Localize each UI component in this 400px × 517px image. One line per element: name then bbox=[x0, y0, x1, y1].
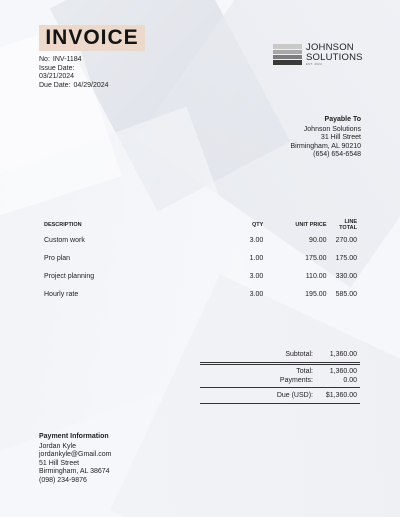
payable-street: 31 Hill Street bbox=[320, 134, 361, 141]
item-qty: 3.00 bbox=[249, 236, 264, 244]
item-qty: 3.00 bbox=[249, 272, 264, 280]
payable-heading: Payable To bbox=[324, 116, 361, 123]
item-description: Hourly rate bbox=[44, 290, 79, 298]
invoice-number: INV-1184 bbox=[52, 56, 82, 63]
due-date: 04/29/2024 bbox=[73, 81, 109, 89]
subtotal-row bbox=[200, 350, 360, 359]
item-qty: 1.00 bbox=[249, 254, 264, 262]
payable-to-block bbox=[290, 116, 361, 160]
subtotal-label: Subtotal: bbox=[285, 351, 313, 358]
logo-bar bbox=[273, 44, 302, 48]
invoice-meta bbox=[39, 56, 109, 90]
logo-tagline: EST. 2024 bbox=[306, 63, 323, 66]
totals-divider bbox=[200, 364, 360, 365]
invoice-number-label: No: bbox=[39, 56, 50, 63]
payable-city: Birmingham, AL 90210 bbox=[290, 142, 361, 150]
column-header-unit-price: UNIT PRICE bbox=[295, 221, 327, 228]
item-unit-price: 110.00 bbox=[305, 272, 327, 280]
logo-line-1: JOHNSON bbox=[306, 42, 354, 53]
item-line-total: 330.00 bbox=[335, 272, 357, 280]
total-value: 1,360.00 bbox=[329, 368, 357, 375]
item-description: Project planning bbox=[44, 272, 95, 280]
table-row bbox=[39, 285, 361, 303]
logo-bar bbox=[273, 55, 302, 59]
item-unit-price: 175.00 bbox=[305, 254, 327, 262]
item-description: Custom work bbox=[44, 236, 85, 244]
payment-info-heading: Payment Information bbox=[39, 433, 109, 440]
payable-phone: (654) 654-6548 bbox=[313, 151, 361, 158]
line-items-table bbox=[39, 218, 361, 303]
logo-bar bbox=[273, 60, 302, 64]
payable-name: Johnson Solutions bbox=[303, 125, 361, 133]
column-header-line-total: LINE TOTAL bbox=[339, 218, 357, 231]
logo-bars-icon bbox=[273, 44, 302, 64]
item-line-total: 270.00 bbox=[335, 236, 357, 244]
title-banner bbox=[39, 25, 145, 51]
due-row bbox=[200, 391, 360, 400]
item-line-total: 585.00 bbox=[335, 290, 357, 298]
totals-divider bbox=[200, 362, 360, 363]
column-header-qty: QTY bbox=[251, 221, 264, 228]
item-qty: 3.00 bbox=[249, 290, 264, 298]
due-value: $1,360.00 bbox=[325, 392, 357, 399]
column-header-description: DESCRIPTION bbox=[44, 221, 82, 228]
subtotal-value: 1,360.00 bbox=[329, 351, 357, 358]
payments-label: Payments: bbox=[279, 377, 313, 384]
payment-information-block bbox=[39, 433, 111, 485]
issue-date: 03/21/2024 bbox=[39, 73, 75, 80]
logo-line-2: SOLUTIONS bbox=[306, 51, 363, 63]
logo-bar bbox=[273, 50, 302, 54]
issue-date-label: Issue Date: bbox=[39, 64, 75, 72]
totals-divider bbox=[200, 403, 360, 404]
due-date-label: Due Date: bbox=[39, 81, 71, 89]
table-row bbox=[39, 249, 361, 267]
payment-info-name: Jordan Kyle bbox=[39, 442, 76, 450]
totals-block bbox=[200, 350, 360, 404]
payment-info-street: 51 Hill Street bbox=[39, 459, 80, 467]
item-unit-price: 195.00 bbox=[305, 290, 327, 298]
payments-value: 0.00 bbox=[343, 377, 357, 384]
payments-row bbox=[200, 376, 360, 385]
total-label: Total: bbox=[296, 368, 313, 375]
table-row bbox=[39, 267, 361, 285]
company-logo bbox=[273, 43, 363, 66]
payment-info-phone: (098) 234-9876 bbox=[39, 476, 87, 484]
totals-divider bbox=[200, 387, 360, 388]
item-line-total: 175.00 bbox=[335, 254, 357, 262]
table-header-row bbox=[39, 218, 361, 231]
total-row bbox=[200, 367, 360, 376]
payment-info-email: jordankyle@Gmail.com bbox=[39, 451, 112, 458]
due-label: Due (USD): bbox=[276, 392, 313, 399]
page-title: INVOICE bbox=[45, 26, 139, 49]
item-description: Pro plan bbox=[44, 254, 71, 262]
item-unit-price: 90.00 bbox=[309, 236, 327, 244]
payment-info-city: Birmingham, AL 38674 bbox=[39, 468, 110, 475]
table-row bbox=[39, 231, 361, 249]
